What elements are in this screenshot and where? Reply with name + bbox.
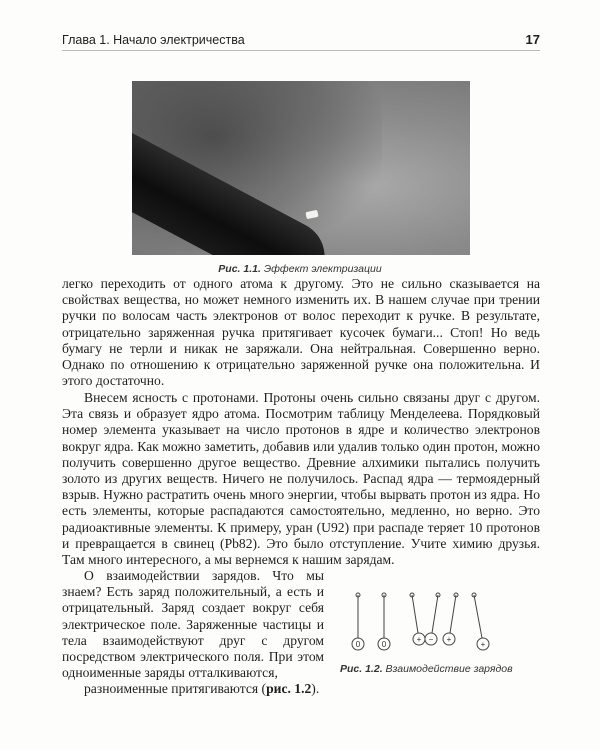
figure-charge-interaction: [340, 592, 490, 654]
page-header: [62, 32, 540, 51]
charge-sign-1: 0: [355, 640, 361, 649]
paragraph-3-last-line: [62, 681, 324, 697]
charge-sign-6: +: [480, 640, 486, 649]
chapter-title: Глава 1. Начало электричества: [62, 33, 245, 47]
charge-sign-3: +: [416, 635, 422, 644]
figure2-label: Рис. 1.2.: [340, 663, 383, 675]
figure1-label: Рис. 1.1.: [218, 263, 261, 275]
figure2-caption: [340, 663, 513, 675]
paragraph-2: Внесем ясность с протонами. Протоны очень сильно связаны друг с другом. Эта связь и образует ядро атома. Посмотрим таблицу Менделеева. Порядковый номер элемента указывает на число протонов в ядре и количество электронов вокруг ядра. Как можно заметить, добавив или удалив только один протон, можно получить совершенно другое вещество. Древние алхимики пытались получить золото из других веществ. Ничего не получилось. Распад ядра — термоядерный взрыв. Нужно растратить очень много энергии, чтобы вырвать протон из ядра. Но есть элементы, которые распадаются самостоятельно, медленно, но верно. Это радиоактивные элементы. К примеру, уран (U92) при распаде теряет 10 протонов и превращается в свинец (Pb82). Это было отступление. Учите химию друзья. Там много интересного, а мы вернемся к нашим зарядам.: [62, 390, 540, 568]
last-line-after: ).: [311, 681, 320, 697]
figure-photo-electrification: [132, 81, 470, 255]
charge-sign-2: 0: [381, 640, 387, 649]
charge-sign-5: +: [446, 635, 452, 644]
figure1-caption: [0, 263, 600, 275]
paragraph-1: легко переходить от одного атома к другому. Это не сильно сказывается на свойствах вещества, но может немного изменить их. В нашем случае при трении ручки по волосам часть электронов от волос переходит к ручке. В результате, отрицательно заряженная ручка притягивает кусочек бумаги... Стоп! Но ведь бумагу не терли и никак не заряжали. Она нейтральная. Совершенно верно. Однако по отношению к отрицательно заряженной ручке она положительна. И этого достаточно.: [62, 276, 540, 389]
charge-sign-4: −: [428, 635, 434, 644]
thread-4: [432, 595, 438, 633]
page-number: 17: [525, 32, 540, 47]
figure1-caption-text: Эффект электризации: [263, 263, 382, 275]
thread-5: [450, 595, 456, 633]
paragraph-3-text: О взаимодействии зарядов. Что мы знаем? Есть заряд положительный, а есть и отрицательный. Заряд создает вокруг себя электрическое поле. Заряженные частицы и тела взаимодействуют друг с другом посредством электрического поля. При этом одноименные заряды отталкиваются,: [62, 568, 324, 681]
figure-reference: рис. 1.2: [266, 681, 312, 697]
thread-3: [412, 595, 418, 633]
paragraph-3: [62, 568, 324, 698]
thread-6: [474, 595, 482, 638]
last-line-before: разноименные притягиваются (: [84, 681, 267, 697]
figure2-caption-text: Взаимодействие зарядов: [385, 663, 513, 675]
